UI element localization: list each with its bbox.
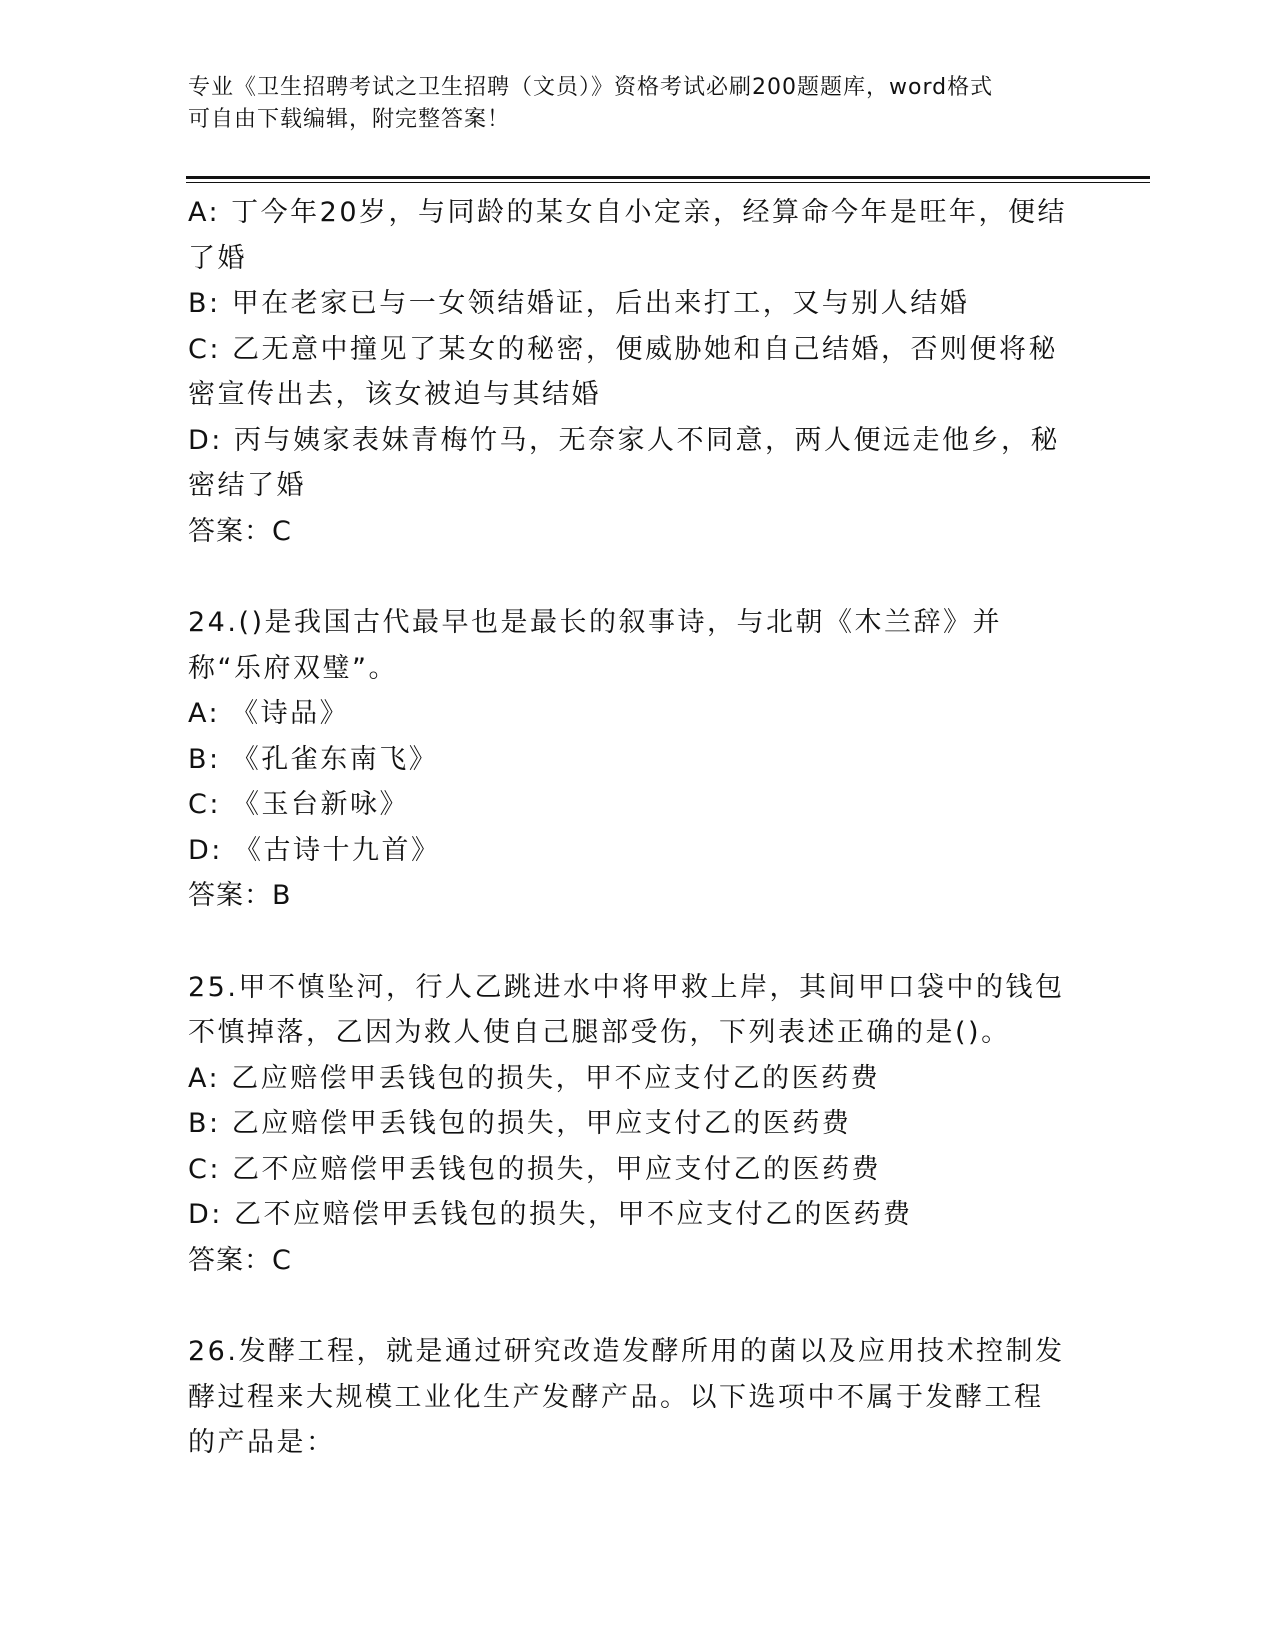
question-list [188, 190, 1068, 1466]
option-a: A: 《诗品》 [188, 698, 350, 729]
option-c: C: 乙不应赔偿甲丢钱包的损失，甲应支付乙的医药费 [188, 1153, 882, 1185]
question-25 [188, 965, 1068, 1284]
question-24 [188, 600, 1068, 919]
question-26 [188, 1329, 1068, 1466]
spacer [188, 554, 1068, 600]
header-divider-thick [186, 176, 1150, 179]
option-b: B: 甲在老家已与一女领结婚证，后出来打工，又与别人结婚 [188, 288, 970, 319]
spacer [188, 1283, 1068, 1329]
option-a: A: 乙应赔偿甲丢钱包的损失，甲不应支付乙的医药费 [188, 1062, 881, 1094]
header-line-1: 专业《卫生招聘考试之卫生招聘（文员）》资格考试必刷200题题库，word格式 [188, 75, 994, 100]
option-d: D: 丙与姨家表妹青梅竹马，无奈家人不同意，两人便远走他乡，秘密结了婚 [188, 424, 1060, 501]
header-line-2: 可自由下载编辑，附完整答案！ [188, 107, 511, 132]
option-c: C: 乙无意中撞见了某女的秘密，便威胁她和自己结婚，否则便将秘密宣传出去，该女被迫与其结婚 [188, 333, 1059, 410]
answer: 答案：B [188, 880, 292, 911]
question-text: 26.发酵工程，就是通过研究改造发酵所用的菌以及应用技术控制发酵过程来大规模工业化生产发酵产品。以下选项中不属于发酵工程的产品是： [188, 1336, 1065, 1458]
option-d: D: 《古诗十九首》 [188, 834, 441, 866]
spacer [188, 919, 1068, 965]
document-header [188, 72, 1068, 136]
answer: 答案：C [188, 515, 292, 547]
option-a: A: 丁今年20岁，与同龄的某女自小定亲，经算命今年是旺年，便结了婚 [188, 197, 1068, 274]
question-text: 24.()是我国古代最早也是最长的叙事诗，与北朝《木兰辞》并称“乐府双璧”。 [188, 607, 1003, 684]
header-divider-thin [186, 182, 1150, 183]
option-d: D: 乙不应赔偿甲丢钱包的损失，甲不应支付乙的医药费 [188, 1199, 913, 1230]
option-c: C: 《玉台新咏》 [188, 789, 410, 820]
option-b: B: 乙应赔偿甲丢钱包的损失，甲应支付乙的医药费 [188, 1108, 852, 1139]
answer: 答案：C [188, 1244, 292, 1276]
option-b: B: 《孔雀东南飞》 [188, 743, 439, 775]
question-text: 25.甲不慎坠河，行人乙跳进水中将甲救上岸，其间甲口袋中的钱包不慎掉落，乙因为救人使自己腿部受伤，下列表述正确的是()。 [188, 971, 1065, 1048]
question-23 [188, 190, 1068, 554]
